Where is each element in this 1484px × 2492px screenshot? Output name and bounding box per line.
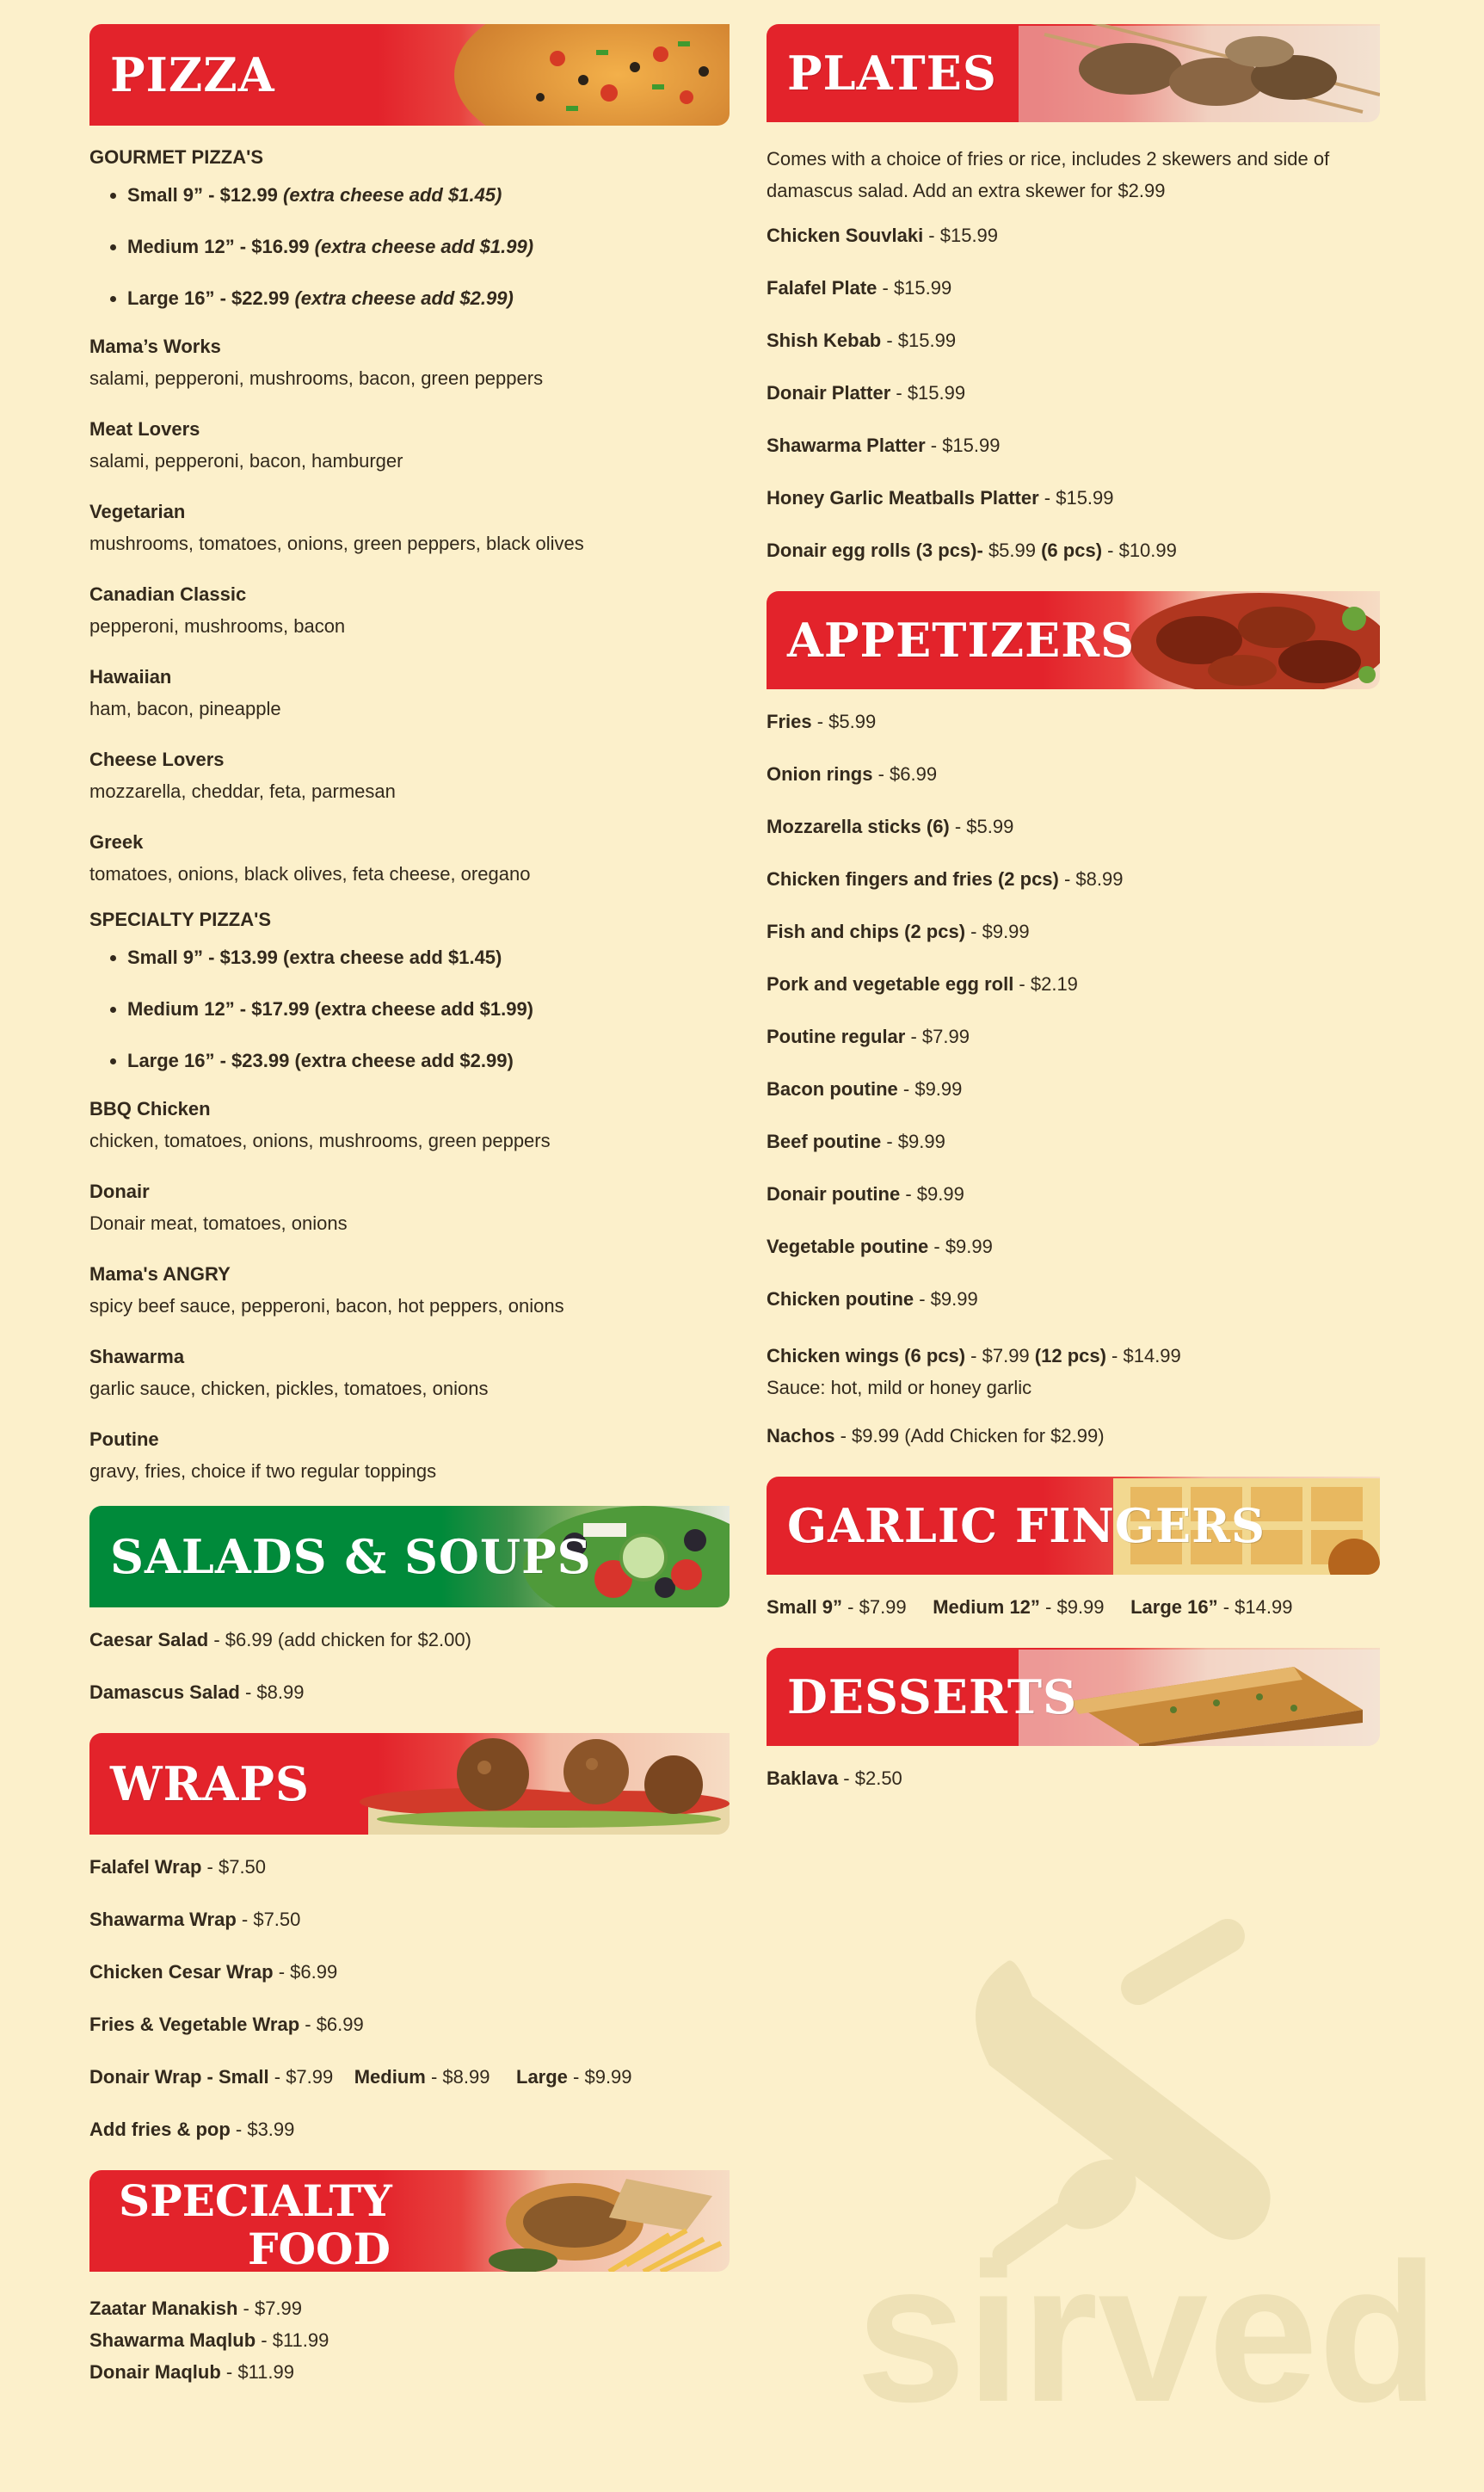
list-item: Falafel Wrap - $7.50	[89, 1856, 267, 1878]
pizza-banner	[89, 24, 730, 126]
list-item: • Large 16” - $22.99 (extra cheese add $2.99)	[127, 287, 730, 310]
list-item: Mama’s Works salami, pepperoni, mushrooms, bacon, green peppers	[89, 336, 544, 389]
nachos-line: Nachos - $9.99 (Add Chicken for $2.99)	[767, 1425, 1105, 1446]
garlic-title: GARLIC FINGERS	[787, 1498, 1266, 1553]
utensil-logo-icon	[976, 1913, 1271, 2270]
list-item: • Medium 12” - $16.99 (extra cheese add $1.99)	[127, 236, 730, 258]
salads-title: SALADS & SOUPS	[110, 1529, 592, 1584]
list-item: Mozzarella sticks (6) - $5.99	[767, 816, 1014, 837]
list-item: Fries - $5.99	[767, 711, 877, 732]
desserts-title: DESSERTS	[787, 1669, 1078, 1724]
right-column	[767, 24, 1380, 1819]
plates-intro: Comes with a choice of fries or rice, includes 2 skewers and side of damascus salad. Add an extra skewer for $2.99	[767, 148, 1330, 201]
salads-banner	[89, 1506, 730, 1607]
garlic-banner	[767, 1477, 1380, 1575]
list-item: Poutine gravy, fries, choice if two regular toppings	[89, 1428, 437, 1482]
gourmet-sizes	[89, 184, 730, 310]
list-item: • Small 9” - $13.99 (extra cheese add $1.45)	[127, 947, 730, 969]
list-item: Fries & Vegetable Wrap - $6.99	[89, 2014, 364, 2035]
list-item: Beef poutine - $9.99	[767, 1131, 945, 1152]
list-item: Shawarma Wrap - $7.50	[89, 1909, 301, 1930]
list-item: Pork and vegetable egg roll - $2.19	[767, 973, 1078, 995]
list-item: Chicken poutine - $9.99	[767, 1288, 978, 1310]
list-item: Mama's ANGRY spicy beef sauce, pepperoni, bacon, hot peppers, onions	[89, 1263, 564, 1317]
wraps-banner	[89, 1733, 730, 1835]
wings-photo-icon	[1096, 591, 1380, 689]
list-item: Hawaiian ham, bacon, pineapple	[89, 666, 281, 719]
appetizers-title: APPETIZERS	[787, 613, 1136, 668]
list-item: Canadian Classic pepperoni, mushrooms, bacon	[89, 583, 346, 637]
list-item: Shish Kebab - $15.99	[767, 330, 957, 351]
pizza-title: PIZZA	[110, 47, 275, 102]
list-item: Vegetarian mushrooms, tomatoes, onions, green peppers, black olives	[89, 501, 584, 554]
appetizers-banner	[767, 591, 1380, 689]
wings-line: Chicken wings (6 pcs) - $7.99 (12 pcs) - $14.99 Sauce: hot, mild or honey garlic	[767, 1345, 1181, 1398]
list-item: Zaatar Manakish - $7.99	[89, 2298, 303, 2319]
specialty-sizes	[89, 947, 730, 1072]
list-item: Donair Donair meat, tomatoes, onions	[89, 1181, 348, 1234]
plates-banner	[767, 24, 1380, 122]
list-item: Donair Maqlub - $11.99	[89, 2361, 294, 2383]
list-item: Bacon poutine - $9.99	[767, 1078, 963, 1100]
watermark-text: sirved	[856, 2222, 1439, 2409]
pizza-photo-icon	[403, 24, 730, 126]
egg-rolls-line: Donair egg rolls (3 pcs)- $5.99 (6 pcs) - $10.99	[767, 540, 1177, 561]
list-item: Chicken Cesar Wrap - $6.99	[89, 1961, 338, 1983]
donair-wrap-line: Donair Wrap - Small - $7.99 Medium - $8.99 Large - $9.99	[89, 2066, 632, 2088]
list-item: Chicken Souvlaki - $15.99	[767, 225, 999, 246]
list-item: Donair poutine - $9.99	[767, 1183, 964, 1205]
falafel-photo-icon	[334, 1733, 730, 1835]
list-item: Fish and chips (2 pcs) - $9.99	[767, 921, 1030, 942]
list-item: Vegetable poutine - $9.99	[767, 1236, 993, 1257]
list-item: Shawarma Maqlub - $11.99	[89, 2329, 329, 2351]
list-item: Cheese Lovers mozzarella, cheddar, feta, parmesan	[89, 749, 396, 802]
list-item: Donair Platter - $15.99	[767, 382, 966, 404]
list-item: Baklava - $2.50	[767, 1767, 902, 1789]
list-item: • Small 9” - $12.99 (extra cheese add $1.45)	[127, 184, 730, 207]
sirved-watermark	[856, 1910, 1441, 2409]
desserts-banner	[767, 1648, 1380, 1746]
list-item: Add fries & pop - $3.99	[89, 2119, 295, 2140]
specialty-food-photo-icon	[403, 2170, 730, 2272]
list-item: Honey Garlic Meatballs Platter - $15.99	[767, 487, 1114, 509]
list-item: Shawarma garlic sauce, chicken, pickles, tomatoes, onions	[89, 1346, 489, 1399]
list-item: Meat Lovers salami, pepperoni, bacon, hamburger	[89, 418, 403, 472]
plates-title: PLATES	[787, 46, 997, 101]
list-item: Greek tomatoes, onions, black olives, feta cheese, oregano	[89, 831, 531, 885]
wraps-title: WRAPS	[110, 1756, 311, 1811]
list-item: Onion rings - $6.99	[767, 763, 938, 785]
list-item: Caesar Salad - $6.99 (add chicken for $2.00)	[89, 1629, 471, 1650]
list-item: • Large 16” - $23.99 (extra cheese add $2.99)	[127, 1050, 730, 1072]
list-item: Damascus Salad - $8.99	[89, 1681, 305, 1703]
skewer-photo-icon	[1019, 24, 1380, 122]
garlic-sizes-line: Small 9” - $7.99 Medium 12” - $9.99 Large 16” - $14.99	[767, 1596, 1293, 1618]
left-column	[89, 24, 730, 2388]
list-item: Shawarma Platter - $15.99	[767, 435, 1001, 456]
list-item: Poutine regular - $7.99	[767, 1026, 970, 1047]
specialty-header: SPECIALTY PIZZA'S	[89, 909, 271, 930]
list-item: Chicken fingers and fries (2 pcs) - $8.99	[767, 868, 1124, 890]
list-item: Falafel Plate - $15.99	[767, 277, 952, 299]
list-item: BBQ Chicken chicken, tomatoes, onions, mushrooms, green peppers	[89, 1098, 551, 1151]
specialty-banner	[89, 2170, 730, 2272]
list-item: • Medium 12” - $17.99 (extra cheese add $1.99)	[127, 998, 730, 1021]
specialty-title: SPECIALTY FOOD	[119, 2175, 392, 2272]
gourmet-header: GOURMET PIZZA'S	[89, 146, 264, 168]
